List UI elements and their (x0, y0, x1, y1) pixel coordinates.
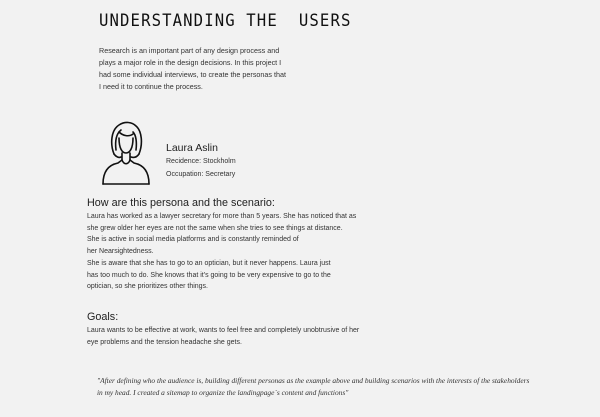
scenario-line: optician, so she prioritizes other things. (87, 283, 209, 291)
scenario-line: She is active in social media platforms and is constantly reminded of (87, 236, 299, 244)
persona-residence: Recidence: Stockholm (166, 158, 236, 165)
closing-quote (97, 375, 529, 398)
scenario-line: She is aware that she has to go to an optician, but it never happens. Laura just (87, 259, 331, 267)
scenario-line: her Nearsightedness. (87, 248, 154, 256)
female-user-icon (99, 120, 153, 186)
intro-paragraph (99, 45, 289, 93)
scenario-heading: How are this persona and the scenario: (87, 197, 275, 209)
quote-line: "After defining who the audience is, building different personas as the example above and building scenarios with the interests of the stakeholders (97, 376, 530, 385)
goals-paragraph (87, 325, 359, 348)
intro-line: Research is an important part of any design process and (99, 46, 280, 55)
intro-line: had some individual interviews, to create the personas that (99, 70, 286, 79)
goals-heading: Goals: (87, 311, 119, 323)
scenario-paragraph (87, 211, 356, 293)
intro-line: plays a major role in the design decisions. In this project I (99, 58, 282, 67)
intro-line: I need it to continue the process. (99, 82, 203, 91)
quote-line: in my head. I created a sitemap to organize the landingpage`s content and functions" (97, 387, 349, 397)
scenario-line: has too much to do. She knows that it's going to be very expensive to go to the (87, 271, 331, 279)
persona-occupation: Occupation: Secretary (166, 171, 236, 178)
goals-line: eye problems and the tension headache she gets. (87, 338, 242, 346)
goals-line: Laura wants to be effective at work, wants to feel free and completely unobtrusive of her (87, 327, 360, 334)
scenario-line: she grew older her eyes are not the same when she tries to see things at distance. (87, 224, 343, 232)
page-title: UNDERSTANDING THE USERS (99, 11, 352, 31)
persona-name: Laura Aslin (166, 142, 218, 154)
scenario-line: Laura has worked as a lawyer secretary for more than 5 years. She has noticed that as (87, 213, 357, 220)
